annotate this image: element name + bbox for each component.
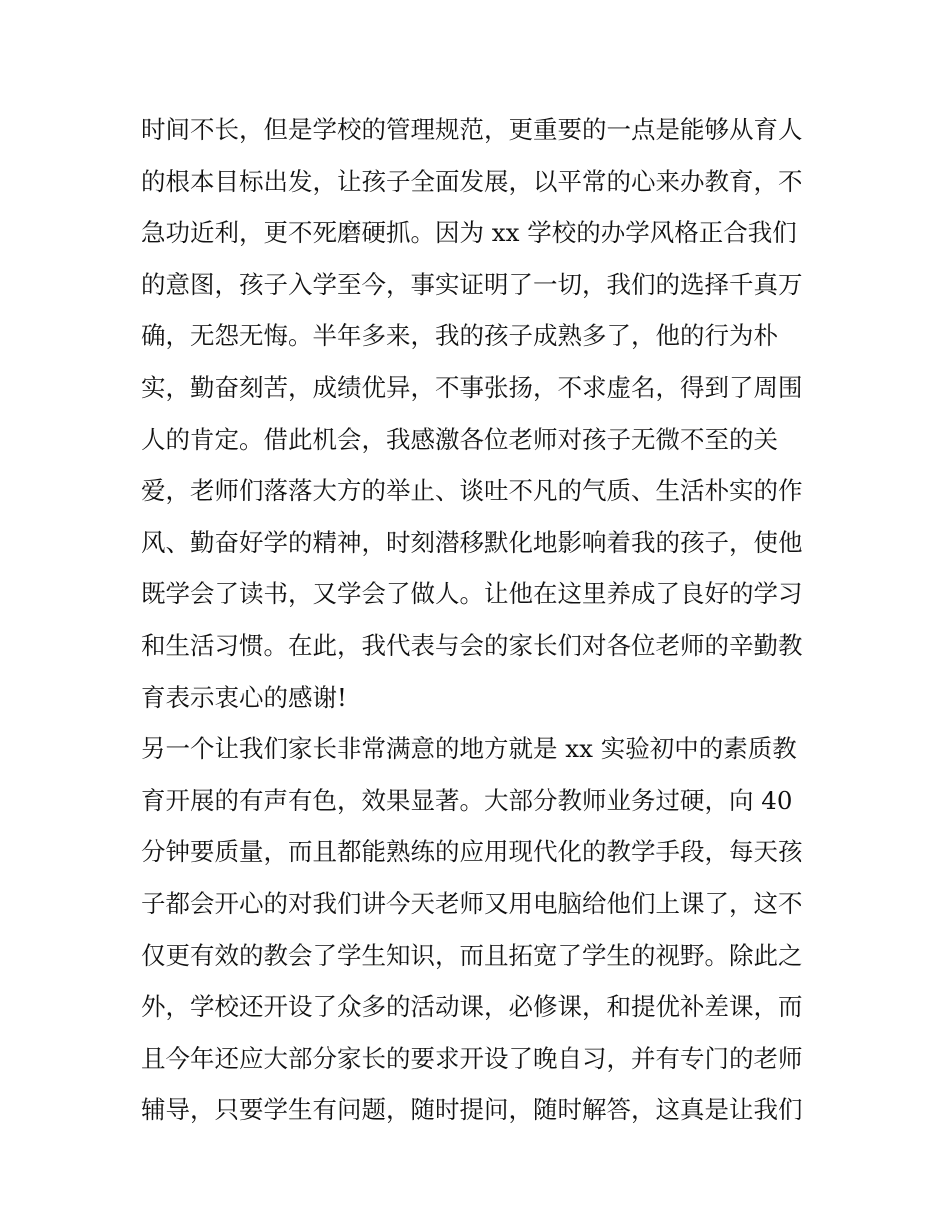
text-line: 育开展的有声有色，效果显著。大部分教师业务过硬，向 40 — [141, 785, 793, 815]
text-line: 爱，老师们落落大方的举止、谈吐不凡的气质、生活朴实的作 — [141, 476, 803, 506]
text-line: 时间不长，但是学校的管理规范，更重要的一点是能够从育人 — [141, 115, 803, 144]
text-line: 人的肯定。借此机会，我感激各位老师对孩子无微不至的关 — [141, 424, 778, 454]
text-line: 风、勤奋好学的精神，时刻潜移默化地影响着我的孩子，使他 — [141, 527, 803, 557]
text-line: 子都会开心的对我们讲今天老师又用电脑给他们上课了，这不 — [141, 888, 803, 918]
text-line: 和生活习惯。在此，我代表与会的家长们对各位老师的辛勤教 — [141, 630, 803, 660]
text-line: 外，学校还开设了众多的活动课，必修课，和提优补差课，而 — [141, 992, 803, 1022]
text-line: 确，无怨无悔。半年多来，我的孩子成熟多了，他的行为朴 — [141, 321, 778, 351]
text-line: 另一个让我们家长非常满意的地方就是 xx 实验初中的素质教 — [141, 734, 797, 764]
text-line: 既学会了读书，又学会了做人。让他在这里养成了良好的学习 — [141, 579, 803, 609]
text-line: 仅更有效的教会了学生知识，而且拓宽了学生的视野。除此之 — [141, 940, 803, 970]
text-line: 辅导，只要学生有问题，随时提问，随时解答，这真是让我们 — [141, 1095, 803, 1125]
body-text — [141, 104, 821, 1136]
text-line: 的根本目标出发，让孩子全面发展，以平常的心来办教育，不 — [141, 166, 803, 196]
text-line: 育表示衷心的感谢! — [141, 682, 347, 712]
text-line: 且今年还应大部分家长的要求开设了晚自习，并有专门的老师 — [141, 1043, 803, 1073]
text-line: 分钟要质量，而且都能熟练的应用现代化的教学手段，每天孩 — [141, 837, 803, 867]
text-line: 急功近利，更不死磨硬抓。因为 xx 学校的办学风格正合我们 — [141, 218, 797, 248]
text-line: 的意图，孩子入学至今，事实证明了一切，我们的选择千真万 — [141, 269, 803, 299]
text-line: 实，勤奋刻苦，成绩优异，不事张扬，不求虚名，得到了周围 — [141, 372, 803, 402]
